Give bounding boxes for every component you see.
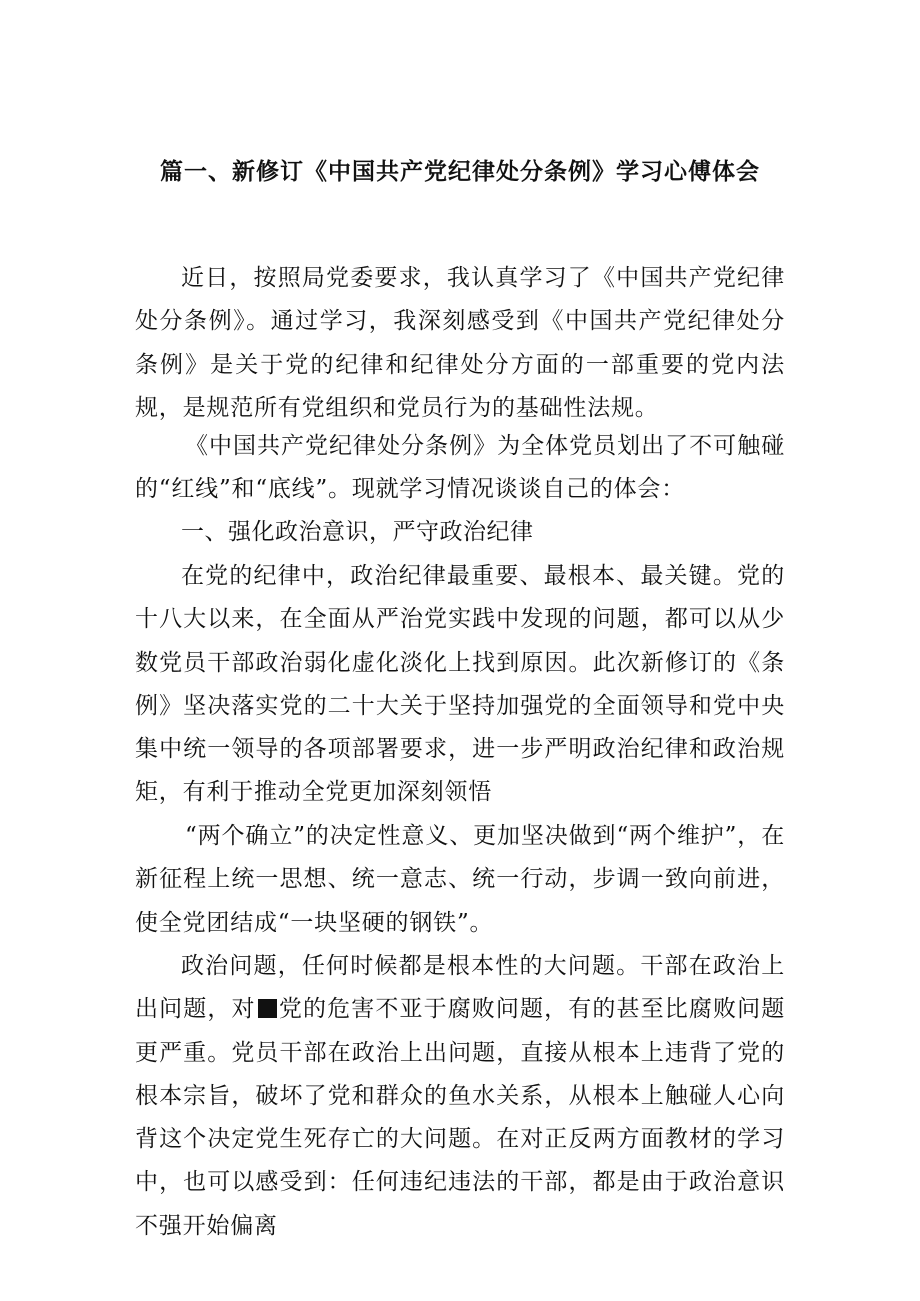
paragraph-red-line: 《中国共产党纪律处分条例》为全体党员划出了不可触碰的“红线”和“底线”。现就学习情况谈谈自己的体会： bbox=[135, 433, 785, 503]
paragraph-political-problems bbox=[135, 945, 785, 1248]
paragraph-political-problems-part2: 党的危害不亚于腐败问题，有的甚至比腐败问题更严重。党员干部在政治上出问题，直接从根本上违背了党的根本宗旨，破坏了党和群众的鱼水关系，从根本上触碰人心向背这个决定党生死存亡的大问题。在对正反两方面教材的学习中，也可以感受到：任何违纪违法的干部，都是由于政治意识不强开始偏离 bbox=[135, 996, 785, 1239]
paragraph-intro: 近日，按照局党委要求，我认真学习了《中国共产党纪律处分条例》。通过学习，我深刻感受到《中国共产党纪律处分条例》是关于党的纪律和纪律处分方面的一部重要的党内法规，是规范所有党组织和党员行为的基础性法规。 bbox=[135, 265, 785, 421]
section-heading-political: 一、强化政治意识，严守政治纪律 bbox=[181, 519, 534, 545]
paragraph-two-establishments: “两个确立”的决定性意义、更加坚决做到“两个维护”，在新征程上统一思想、统一意志、统一行动，步调一致向前进，使全党团结成“一块坚硬的钢铁”。 bbox=[135, 823, 785, 936]
paragraph-political-discipline: 在党的纪律中，政治纪律最重要、最根本、最关键。党的十八大以来，在全面从严治党实践中发现的问题，都可以从少数党员干部政治弱化虚化淡化上找到原因。此次新修订的《条例》坚决落实党的二十大关于坚持加强党的全面领导和党中央集中统一领导的各项部署要求，进一步严明政治纪律和政治规矩，有利于推动全党更加深刻领悟 bbox=[135, 563, 785, 806]
redaction-mark bbox=[258, 999, 277, 1018]
paragraph-political-problems-part1: 政治问题，任何时候都是根本性的大问题。干部在政治上出问题，对 bbox=[135, 953, 785, 1023]
document-title: 篇一、新修订《中国共产党纪律处分条例》学习心傅体会 bbox=[160, 159, 760, 185]
